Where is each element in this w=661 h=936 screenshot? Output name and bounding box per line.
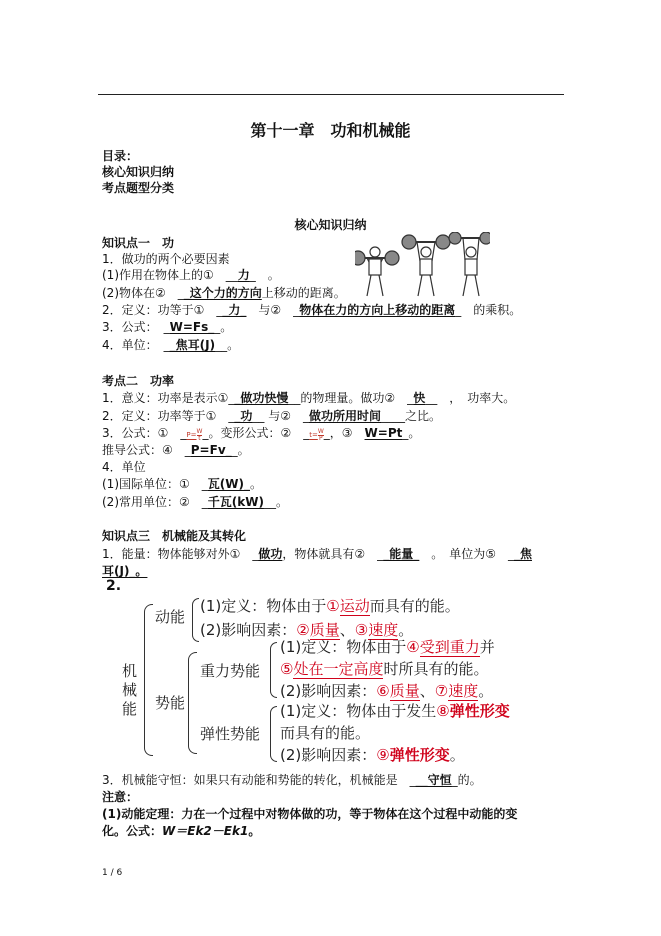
text: (2)影响因素： xyxy=(280,746,377,764)
text: _的。 xyxy=(451,773,482,787)
text: (1)作用在物体上的① __ xyxy=(102,268,238,282)
answer: 质量 xyxy=(389,682,420,700)
text: (2)影响因素： xyxy=(200,621,297,639)
text: _ 的乘积。 xyxy=(455,303,522,317)
potential-brace xyxy=(188,652,197,754)
numerator: W xyxy=(196,427,203,435)
k1-heading: 知识点一 功 xyxy=(102,236,175,250)
numerator: W xyxy=(317,427,324,435)
k1-line-4 xyxy=(102,302,521,318)
toc-item-2[interactable]: 考点题型分类 xyxy=(102,181,175,195)
text: (1)定义：物体由于发生 xyxy=(280,702,437,720)
text: 并 xyxy=(479,638,495,656)
answer: _做功快慢 xyxy=(234,391,289,405)
text: _ 。 xyxy=(249,268,280,282)
formula-time xyxy=(309,427,324,442)
answer: 快 xyxy=(413,391,426,405)
answer: _这个力的方向 xyxy=(183,286,262,300)
answer: 瓦(W)_ xyxy=(207,477,250,491)
number: ④ xyxy=(406,638,420,656)
text: 与② _ xyxy=(246,303,300,317)
answer: _力_ xyxy=(222,303,247,317)
mechanical-energy-diagram xyxy=(100,590,570,766)
answer: 弹性形变 xyxy=(449,702,510,720)
k2-line-3 xyxy=(102,425,420,443)
answer: 耳(J)_。 xyxy=(102,564,148,578)
text: 3．机械能守恒：如果只有动能和势能的转化，机械能是 _ xyxy=(102,773,416,787)
k2-line-5: 4．单位 xyxy=(102,460,146,474)
note-1: (1)动能定理：力在一个过程中对物体做的功，等于物体在这个过程中动能的变 xyxy=(102,807,518,821)
answer: 千瓦(kW) xyxy=(207,495,264,509)
gravity-definition-2 xyxy=(280,660,488,678)
text: __的物理量。做功② _ xyxy=(288,391,414,405)
elastic-definition xyxy=(280,702,510,720)
gravity-label: 重力势能 xyxy=(200,662,261,680)
answer: 物体在力的方向上移动的距离 xyxy=(299,303,456,317)
text: __。 xyxy=(263,495,288,509)
chapter-title: 第十一章 功和机械能 xyxy=(250,121,411,140)
k2-line-6 xyxy=(102,476,262,492)
note-label: 注意： xyxy=(102,790,139,804)
text: ____之比。 xyxy=(381,409,442,423)
number: ⑧ xyxy=(436,702,450,720)
text: (2)常用单位：② _ xyxy=(102,495,208,509)
elastic-definition-2: 而具有的能。 xyxy=(280,724,371,742)
root-brace xyxy=(144,604,153,756)
k1-line-3 xyxy=(102,285,346,301)
toc-label: 目录： xyxy=(102,149,139,163)
text: _。 xyxy=(402,426,421,440)
text: 上移动的距离。 xyxy=(261,286,346,300)
k1-line-6 xyxy=(102,337,239,353)
text: 。 xyxy=(398,621,414,639)
text: 。 xyxy=(249,477,262,491)
elastic-label: 弹性势能 xyxy=(200,725,261,743)
header-rule xyxy=(98,94,564,95)
text: 、 xyxy=(419,682,435,700)
text: 3．公式： _ xyxy=(102,320,170,334)
gravity-brace xyxy=(270,642,277,698)
number: ③ xyxy=(354,621,369,639)
k3-heading: 知识点三 机械能及其转化 xyxy=(102,529,247,543)
text: _。 xyxy=(231,443,250,457)
answer: 运动 xyxy=(339,597,370,615)
text: (1)国际单位：① _ xyxy=(102,477,208,491)
k2-line-2 xyxy=(102,408,441,424)
answer: 做功 xyxy=(258,547,283,561)
text: ，物体就具有② _ xyxy=(282,547,384,561)
text: (1)定义：物体由于 xyxy=(280,638,407,656)
text: _。 xyxy=(214,320,233,334)
k2-heading: 考点二 功率 xyxy=(102,374,175,388)
potential-label: 势能 xyxy=(155,694,186,712)
answer: 速度 xyxy=(448,682,479,700)
answer: _焦 xyxy=(513,547,532,561)
answer: 受到重力 xyxy=(419,638,480,656)
answer: P=Fv_ xyxy=(190,443,232,457)
text: __。 xyxy=(215,338,240,352)
text: __ ， 功率大。 xyxy=(425,391,516,405)
answer: 质量 xyxy=(309,621,340,639)
gravity-definition xyxy=(280,638,495,656)
page-number: 1 / 6 xyxy=(102,868,123,878)
text: t= xyxy=(309,431,318,439)
text: 2．定义：功率等于① _ xyxy=(102,409,235,423)
gravity-factors xyxy=(280,682,493,700)
answer: 力 xyxy=(237,268,250,282)
answer: _功 xyxy=(234,409,253,423)
answer: W=Fs_ xyxy=(169,320,215,334)
text: 1．能量：物体能够对外① _ xyxy=(102,547,259,561)
text: 时所具有的能。 xyxy=(383,660,489,678)
text: 、 xyxy=(339,621,355,639)
number: ⑦ xyxy=(434,682,449,700)
text: 化。公式： xyxy=(102,824,163,838)
answer: 弹性形变 xyxy=(389,746,450,764)
denominator: t xyxy=(198,434,201,442)
answer: 速度 xyxy=(368,621,399,639)
denominator: P xyxy=(318,434,323,442)
note-1-cont xyxy=(102,823,260,839)
formula-power xyxy=(186,427,203,442)
formula: W＝Ek2－Ek1 xyxy=(162,824,249,838)
elastic-factors xyxy=(280,746,465,764)
kinetic-brace xyxy=(192,598,199,642)
text: P= xyxy=(186,431,197,439)
text: (2)物体在② _ xyxy=(102,286,184,300)
number: ⑥ xyxy=(376,682,390,700)
text: 2．定义：功等于① _ xyxy=(102,303,223,317)
text: _，③ xyxy=(323,426,365,440)
elastic-brace xyxy=(270,706,277,762)
diagram-root: 机械能 xyxy=(122,662,138,718)
k3-line-3 xyxy=(102,772,482,788)
weightlifter-illustration xyxy=(355,232,490,300)
text: _。变形公式：② _ xyxy=(202,426,310,440)
number: ⑤ xyxy=(280,660,294,678)
k3-line-1 xyxy=(102,546,532,562)
text: 。 单位为⑤ _ xyxy=(419,547,514,561)
text: 而具有的能。 xyxy=(369,597,460,615)
answer: __守恒 xyxy=(415,773,452,787)
k1-line-1: 1．做功的两个必要因素 xyxy=(102,252,230,266)
text: 。 xyxy=(478,682,494,700)
kinetic-factors xyxy=(200,621,413,639)
number: ① xyxy=(326,597,340,615)
answer: 处在一定高度 xyxy=(293,660,384,678)
text: __ 与② _ xyxy=(252,409,309,423)
text: (1)定义：物体由于 xyxy=(200,597,327,615)
answer: 做功所用时间 xyxy=(309,409,382,423)
k1-line-5 xyxy=(102,319,232,335)
text: 1．意义：功率是表示①_ xyxy=(102,391,235,405)
text: (2)影响因素： xyxy=(280,682,377,700)
k2-line-1 xyxy=(102,390,515,406)
number: ② xyxy=(296,621,310,639)
text: 推导公式：④ _ xyxy=(102,443,191,457)
section-heading: 核心知识归纳 xyxy=(294,218,367,232)
k2-line-4 xyxy=(102,442,250,458)
k3-item-2: 2. xyxy=(106,578,122,594)
text: 。 xyxy=(248,824,261,838)
k3-line-1b xyxy=(102,563,147,579)
toc-item-1[interactable]: 核心知识归纳 xyxy=(102,165,175,179)
number: ⑨ xyxy=(376,746,390,764)
text: 。 xyxy=(449,746,465,764)
answer: W=Pt xyxy=(364,426,403,440)
text: 3．公式：① _ xyxy=(102,426,187,440)
k2-line-7 xyxy=(102,494,288,510)
text: 4．单位： _ xyxy=(102,338,170,352)
kinetic-definition xyxy=(200,597,460,615)
answer: _焦耳(J) xyxy=(169,338,216,352)
kinetic-label: 动能 xyxy=(155,608,186,626)
k1-line-2 xyxy=(102,267,280,283)
answer: _能量_ xyxy=(383,547,420,561)
